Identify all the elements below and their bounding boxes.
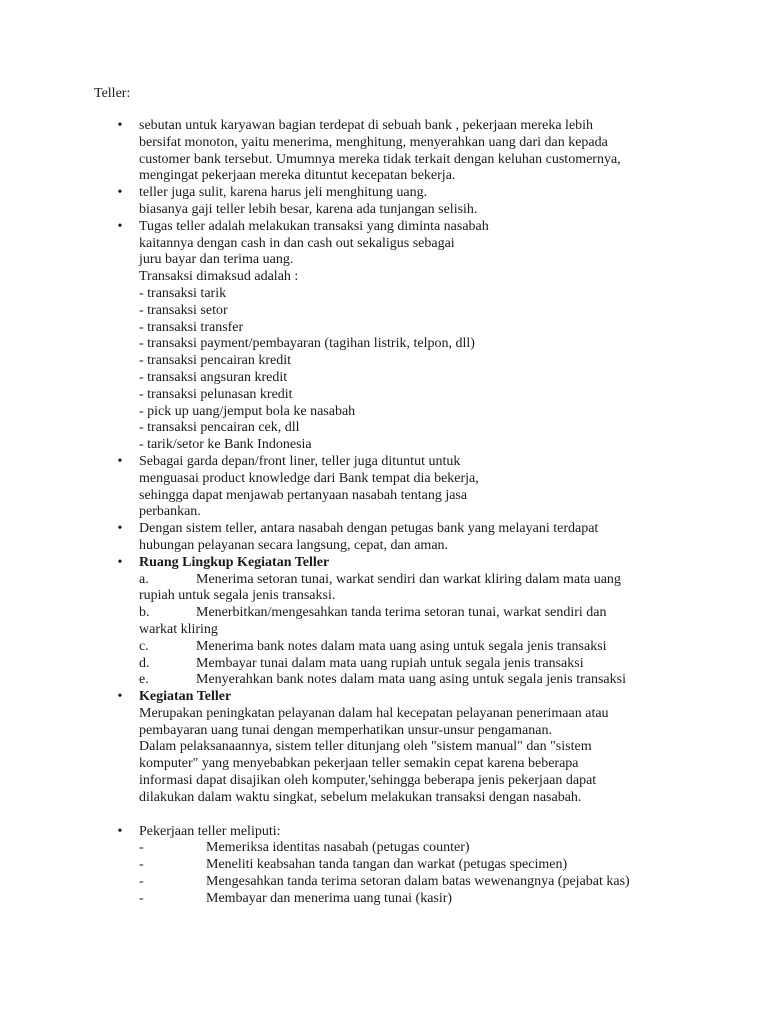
text-line: perbankan. bbox=[139, 504, 201, 520]
text-line: Dengan sistem teller, antara nasabah dengan petugas bank yang melayani terdapat bbox=[139, 521, 599, 537]
bullet-item-duties bbox=[0, 824, 674, 908]
text-line: customer bank tersebut. Umumnya mereka tidak terkait dengan keluhan customernya, bbox=[139, 151, 621, 167]
transaction-item: - tarik/setor ke Bank Indonesia bbox=[139, 437, 312, 453]
bullet-item-scope bbox=[0, 555, 674, 689]
item-text: Membayar tunai dalam mata uang rupiah untuk segala jenis transaksi bbox=[196, 655, 584, 671]
scope-item-e bbox=[139, 672, 674, 689]
text-line: biasanya gaji teller lebih besar, karena ada tunjangan selisih. bbox=[139, 201, 478, 217]
item-dash: - bbox=[139, 890, 144, 906]
transaction-item: - transaksi angsuran kredit bbox=[139, 369, 288, 385]
transaction-item: - transaksi transfer bbox=[139, 319, 244, 335]
text-line: Merupakan peningkatan pelayanan dalam hal kecepatan pelayanan penerimaan atau bbox=[139, 705, 609, 721]
bullet-item-definition bbox=[0, 118, 674, 185]
item-text: Membayar dan menerima uang tunai (kasir) bbox=[206, 890, 453, 906]
bullet-icon: • bbox=[117, 118, 123, 133]
item-letter: e. bbox=[139, 672, 149, 688]
scope-item-b bbox=[139, 605, 674, 622]
text-line: dilakukan dalam waktu singkat, sebelum melakukan transaksi dengan nasabah. bbox=[139, 789, 582, 805]
text-line: Transaksi dimaksud adalah : bbox=[139, 269, 299, 285]
transaction-item: - transaksi setor bbox=[139, 302, 228, 318]
section-title: Pekerjaan teller meliputi: bbox=[139, 823, 281, 839]
text-line: bersifat monoton, yaitu menerima, menghitung, menyerahkan uang dari dan kepada bbox=[139, 134, 608, 150]
text-line: Tugas teller adalah melakukan transaksi yang diminta nasabah bbox=[139, 218, 489, 234]
text-line: teller juga sulit, karena harus jeli menghitung uang. bbox=[139, 185, 428, 201]
bullet-icon: • bbox=[117, 689, 123, 705]
item-text-continued: rupiah untuk segala jenis transaksi. bbox=[139, 588, 336, 604]
transaction-item: - transaksi payment/pembayaran (tagihan listrik, telpon, dll) bbox=[139, 336, 475, 352]
bullet-icon: • bbox=[117, 218, 123, 234]
scope-item-c bbox=[139, 639, 674, 656]
bullet-icon: • bbox=[117, 823, 123, 839]
bullet-item-tasks bbox=[0, 219, 674, 454]
text-line: kaitannya dengan cash in dan cash out sekaligus sebagai bbox=[139, 235, 455, 251]
item-dash: - bbox=[139, 840, 144, 856]
bullet-item-difficulty bbox=[0, 185, 674, 219]
item-letter: c. bbox=[139, 638, 149, 654]
duty-item bbox=[139, 840, 674, 857]
bullet-icon: • bbox=[117, 554, 123, 570]
bullet-list bbox=[0, 118, 768, 908]
item-text: Memeriksa identitas nasabah (petugas counter) bbox=[206, 840, 470, 856]
text-line: sehingga dapat menjawab pertanyaan nasabah tentang jasa bbox=[139, 487, 468, 503]
bullet-icon: • bbox=[117, 185, 123, 201]
bullet-item-system bbox=[0, 521, 674, 555]
item-text: Menerima bank notes dalam mata uang asing untuk segala jenis transaksi bbox=[196, 638, 607, 654]
item-letter: d. bbox=[139, 655, 150, 671]
section-title: Kegiatan Teller bbox=[139, 689, 232, 705]
item-letter: b. bbox=[139, 605, 150, 621]
bullet-icon: • bbox=[117, 453, 123, 469]
text-line: juru bayar dan terima uang. bbox=[139, 252, 294, 268]
transaction-item: - transaksi pencairan cek, dll bbox=[139, 420, 300, 436]
item-text-continued: warkat kliring bbox=[139, 621, 218, 637]
transaction-item: - transaksi pelunasan kredit bbox=[139, 386, 293, 402]
item-text: Menyerahkan bank notes dalam mata uang asing untuk segala jenis transaksi bbox=[196, 672, 626, 688]
text-line: komputer" yang menyebabkan pekerjaan teller semakin cepat karena beberapa bbox=[139, 756, 579, 772]
spacer bbox=[0, 807, 768, 824]
item-letter: a. bbox=[139, 571, 149, 587]
duty-item bbox=[139, 857, 674, 874]
bullet-icon: • bbox=[117, 521, 123, 537]
item-dash: - bbox=[139, 857, 144, 873]
section-title: Ruang Lingkup Kegiatan Teller bbox=[139, 554, 330, 570]
text-line: mengingat pekerjaan mereka dituntut kecepatan bekerja. bbox=[139, 168, 456, 184]
item-text: Menerima setoran tunai, warkat sendiri dan warkat kliring dalam mata uang bbox=[196, 571, 621, 587]
item-text: Meneliti keabsahan tanda tangan dan warkat (petugas specimen) bbox=[206, 857, 568, 873]
document-heading: Teller: bbox=[94, 86, 131, 101]
text-line: pembayaran uang tunai dengan memperhatikan unsur-unsur pengamanan. bbox=[139, 722, 552, 738]
duty-item bbox=[139, 874, 674, 891]
item-dash: - bbox=[139, 874, 144, 890]
text-line: Dalam pelaksanaannya, sistem teller ditunjang oleh "sistem manual" dan "sistem bbox=[139, 739, 592, 755]
bullet-item-activities bbox=[0, 689, 674, 807]
text-line: sebutan untuk karyawan bagian terdepat di sebuah bank , pekerjaan mereka lebih bbox=[139, 118, 594, 133]
transaction-item: - pick up uang/jemput bola ke nasabah bbox=[139, 403, 356, 419]
scope-item-a bbox=[139, 572, 674, 589]
text-line: hubungan pelayanan secara langsung, cepat, dan aman. bbox=[139, 537, 449, 553]
item-text: Mengesahkan tanda terima setoran dalam batas wewenangnya (pejabat kas) bbox=[206, 874, 630, 890]
item-text: Menerbitkan/mengesahkan tanda terima setoran tunai, warkat sendiri dan bbox=[196, 605, 607, 621]
duty-item bbox=[139, 891, 674, 908]
bullet-item-front-liner bbox=[0, 454, 674, 521]
transaction-item: - transaksi pencairan kredit bbox=[139, 353, 291, 369]
text-line: Sebagai garda depan/front liner, teller juga dituntut untuk bbox=[139, 453, 461, 469]
text-line: informasi dapat disajikan oleh komputer,'sehingga beberapa jenis pekerjaan dapat bbox=[139, 773, 597, 789]
transaction-item: - transaksi tarik bbox=[139, 285, 227, 301]
text-line: menguasai product knowledge dari Bank tempat dia bekerja, bbox=[139, 470, 479, 486]
scope-item-d bbox=[139, 656, 674, 673]
